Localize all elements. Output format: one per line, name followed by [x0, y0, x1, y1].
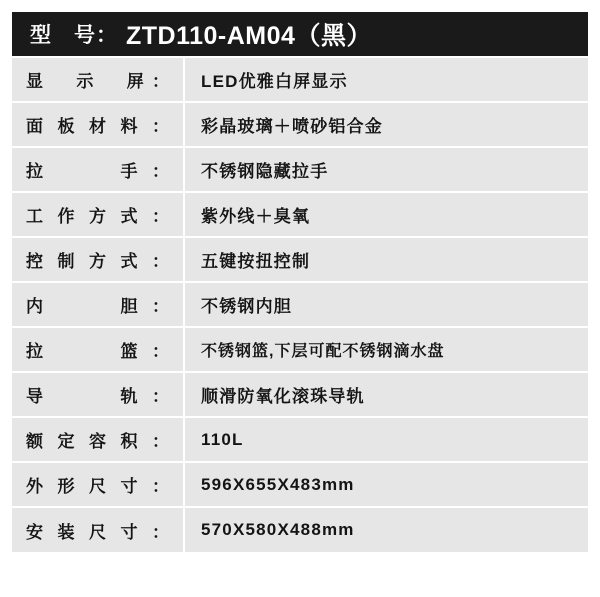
spec-value: 不锈钢隐藏拉手 — [201, 162, 329, 181]
spec-value: 596X655X483mm — [201, 474, 355, 494]
table-row — [12, 237, 588, 282]
spec-label-cell — [12, 507, 184, 552]
spec-label-cell — [12, 57, 184, 102]
spec-label: 控制方式： — [26, 252, 169, 271]
spec-label-cell — [12, 372, 184, 417]
table-row — [12, 147, 588, 192]
spec-value: 紫外线＋臭氧 — [201, 207, 311, 226]
spec-label: 导 轨： — [26, 387, 169, 406]
table-row — [12, 282, 588, 327]
table-row — [12, 417, 588, 462]
spec-value: 不锈钢篮,下层可配不锈钢滴水盘 — [201, 343, 445, 360]
spec-label: 拉 手： — [26, 162, 169, 181]
table-row — [12, 507, 588, 552]
spec-label: 安装尺寸： — [26, 522, 169, 542]
spec-label: 外形尺寸： — [26, 477, 169, 496]
spec-value: 570X580X488mm — [201, 520, 355, 539]
spec-value-cell — [184, 507, 588, 552]
spec-label-cell — [12, 102, 184, 147]
spec-label-cell — [12, 417, 184, 462]
spec-label-cell — [12, 192, 184, 237]
table-row — [12, 462, 588, 507]
spec-label: 额定容积： — [26, 432, 169, 451]
specification-table — [12, 12, 588, 552]
spec-value-cell — [184, 462, 588, 507]
table-body — [12, 12, 588, 552]
spec-value: 不锈钢内胆 — [201, 297, 292, 316]
spec-label-cell — [12, 327, 184, 372]
model-header-cell — [12, 12, 588, 57]
spec-label: 面板材料： — [26, 117, 169, 136]
spec-value: 五键按扭控制 — [201, 252, 311, 271]
spec-value-cell — [184, 57, 588, 102]
spec-value-cell — [184, 102, 588, 147]
spec-value-cell — [184, 372, 588, 417]
spec-value-cell — [184, 192, 588, 237]
spec-value: LED优雅白屏显示 — [201, 72, 348, 91]
spec-value: 110L — [201, 429, 244, 449]
spec-label-cell — [12, 462, 184, 507]
model-value: ZTD110-AM04（黑） — [126, 22, 372, 50]
spec-value-cell — [184, 282, 588, 327]
spec-value: 彩晶玻璃＋喷砂铝合金 — [201, 117, 383, 136]
spec-label-cell — [12, 237, 184, 282]
spec-label-cell — [12, 147, 184, 192]
model-label: 型 号： — [30, 24, 118, 47]
table-row — [12, 327, 588, 372]
model-header-inner — [12, 12, 588, 56]
spec-label: 工作方式： — [26, 207, 169, 226]
spec-value-cell — [184, 327, 588, 372]
spec-label-cell — [12, 282, 184, 327]
spec-value: 顺滑防氧化滚珠导轨 — [201, 387, 365, 406]
spec-label: 拉 篮： — [26, 342, 169, 361]
table-row — [12, 372, 588, 417]
spec-label: 内 胆： — [26, 297, 169, 316]
spec-value-cell — [184, 147, 588, 192]
table-row — [12, 57, 588, 102]
spec-value-cell — [184, 237, 588, 282]
table-title-row — [12, 12, 588, 57]
table-row — [12, 102, 588, 147]
spec-label: 显 示 屏： — [26, 72, 169, 91]
spec-value-cell — [184, 417, 588, 462]
table-row — [12, 192, 588, 237]
